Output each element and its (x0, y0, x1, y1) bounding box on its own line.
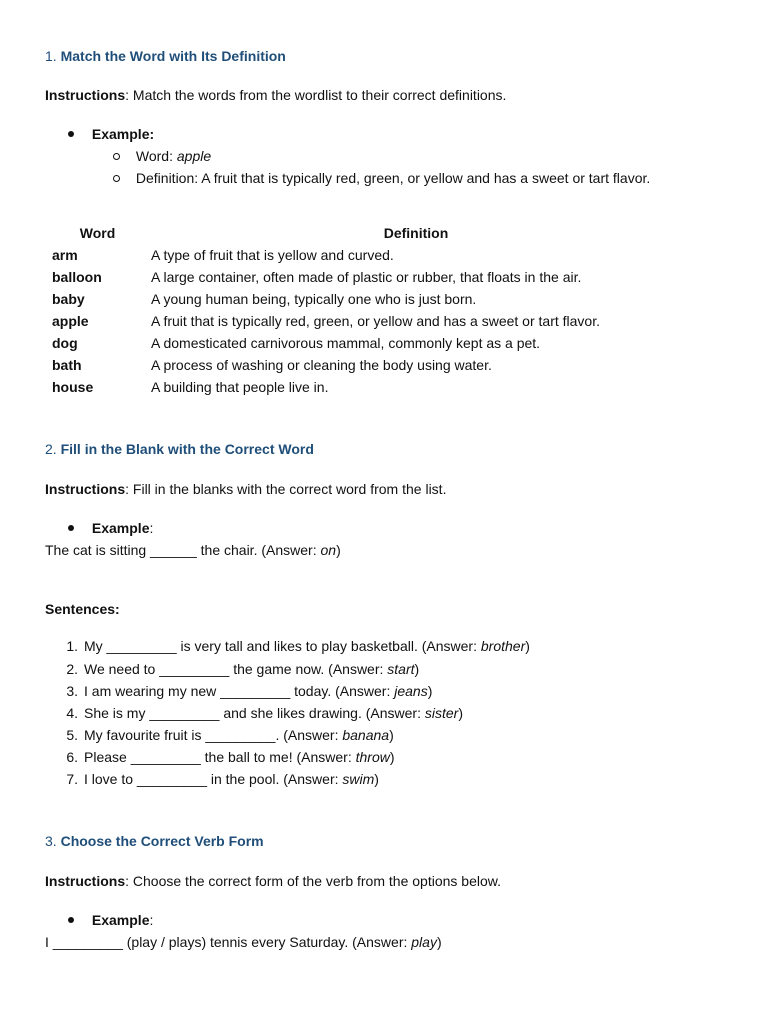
example-sentence-end: ) (336, 542, 341, 558)
list-item-text: I love to _________ in the pool. (Answer: (84, 771, 343, 787)
table-cell-definition: A building that people live in. (151, 379, 329, 395)
section-3-heading (45, 831, 264, 851)
list-item (56, 769, 379, 789)
list-item-answer: brother (480, 638, 526, 654)
table-row (44, 244, 681, 266)
list-item (56, 636, 530, 656)
list-item-number: 6. (66, 749, 78, 765)
list-item-number: 1. (66, 638, 78, 654)
example-label: Example (91, 520, 150, 536)
example-colon: : (149, 520, 154, 536)
list-item-end: ) (389, 727, 394, 743)
table-header-row (44, 222, 681, 244)
list-item-text: We need to _________ the game now. (Answer: (84, 661, 388, 677)
example-definition-item (113, 168, 650, 188)
bullet-icon (68, 131, 74, 137)
list-item (56, 747, 395, 767)
example-label: Example: (91, 126, 155, 142)
list-item-answer: swim (342, 771, 375, 787)
table-row (44, 376, 681, 398)
example-colon: : (149, 912, 154, 928)
table-cell-definition: A type of fruit that is yellow and curved. (151, 247, 394, 263)
list-item-end: ) (525, 638, 530, 654)
table-cell-definition: A fruit that is typically red, green, or yellow and has a sweet or tart flavor. (151, 313, 600, 329)
table-cell-definition: A large container, often made of plastic or rubber, that floats in the air. (151, 269, 582, 285)
list-item-end: ) (389, 749, 395, 765)
table-row (44, 354, 681, 376)
list-item (56, 703, 463, 723)
section-3-title: Choose the Correct Verb Form (60, 833, 264, 849)
list-item-answer: sister (424, 705, 459, 721)
sub-bullet-icon (113, 175, 120, 182)
example-sentence-text: The cat is sitting ______ the chair. (Answer: (45, 542, 321, 558)
list-item-end: ) (414, 661, 420, 677)
section-3-example-sentence (45, 932, 442, 952)
section-3-instructions (45, 871, 501, 891)
sentences-heading (45, 599, 120, 619)
table-cell-word: balloon (52, 269, 102, 285)
section-2-number: 2. (45, 441, 57, 457)
table-header-definition: Definition (383, 225, 449, 241)
example-word-label: Word: (135, 148, 177, 164)
instructions-label: Instructions (45, 481, 126, 497)
table-row (44, 310, 681, 332)
list-item-number: 2. (66, 661, 78, 677)
instructions-text: : Match the words from the wordlist to their correct definitions. (125, 87, 507, 103)
list-item-answer: jeans (394, 683, 428, 699)
sub-bullet-icon (113, 153, 120, 160)
section-2-title: Fill in the Blank with the Correct Word (60, 441, 314, 457)
list-item-text: I am wearing my new _________ today. (Answer: (84, 683, 395, 699)
table-cell-word: baby (52, 291, 85, 307)
list-item-text: She is my _________ and she likes drawing. (Answer: (84, 705, 425, 721)
instructions-label: Instructions (45, 87, 126, 103)
example-answer: play (411, 934, 437, 950)
list-item-end: ) (374, 771, 379, 787)
list-item-answer: start (387, 661, 415, 677)
instructions-text: : Fill in the blanks with the correct word from the list. (125, 481, 447, 497)
table-cell-definition: A process of washing or cleaning the body using water. (151, 357, 492, 373)
list-item (56, 681, 432, 701)
list-item-end: ) (427, 683, 433, 699)
table-header-word: Word (79, 225, 116, 241)
sentences-label: Sentences: (45, 601, 120, 617)
list-item-answer: banana (342, 727, 390, 743)
section-2-example-sentence (45, 540, 341, 560)
section-1-heading (45, 46, 286, 66)
list-item-text: Please _________ the ball to me! (Answer: (84, 749, 356, 765)
example-definition-text: Definition: A fruit that is typically red, green, or yellow and has a sweet or tart flavor. (135, 170, 651, 186)
section-1-example-bullet (68, 124, 154, 144)
list-item (56, 659, 419, 679)
table-cell-word: bath (52, 357, 82, 373)
example-answer: on (320, 542, 337, 558)
table-row (44, 288, 681, 310)
section-1-number: 1. (45, 48, 57, 64)
section-1-title: Match the Word with Its Definition (60, 48, 286, 64)
list-item-number: 5. (66, 727, 78, 743)
section-2-example-bullet (68, 518, 153, 538)
table-row (44, 332, 681, 354)
list-item-end: ) (458, 705, 463, 721)
word-definition-table (44, 222, 681, 398)
example-label: Example (91, 912, 150, 928)
section-3-number: 3. (45, 833, 57, 849)
section-1-instructions (45, 85, 506, 105)
section-3-example-bullet (68, 910, 153, 930)
list-item-text: My _________ is very tall and likes to play basketball. (Answer: (84, 638, 481, 654)
list-item-number: 3. (66, 683, 78, 699)
section-2-instructions (45, 479, 446, 499)
table-cell-word: house (52, 379, 94, 395)
example-sentence-text: I _________ (play / plays) tennis every Saturday. (Answer: (45, 934, 412, 950)
table-cell-word: apple (52, 313, 89, 329)
bullet-icon (68, 525, 74, 531)
list-item-number: 4. (66, 705, 78, 721)
example-word-value: apple (176, 148, 212, 164)
table-cell-word: dog (52, 335, 78, 351)
list-item (56, 725, 394, 745)
table-cell-word: arm (52, 247, 78, 263)
example-word-item (113, 146, 211, 166)
example-sentence-end: ) (436, 934, 442, 950)
list-item-answer: throw (355, 749, 390, 765)
list-item-number: 7. (66, 771, 78, 787)
table-cell-definition: A young human being, typically one who is just born. (151, 291, 477, 307)
section-2-heading (45, 439, 314, 459)
list-item-text: My favourite fruit is _________. (Answer: (84, 727, 343, 743)
table-cell-definition: A domesticated carnivorous mammal, commonly kept as a pet. (151, 335, 541, 351)
instructions-label: Instructions (45, 873, 126, 889)
bullet-icon (68, 917, 74, 923)
table-row (44, 266, 681, 288)
instructions-text: : Choose the correct form of the verb from the options below. (125, 873, 501, 889)
